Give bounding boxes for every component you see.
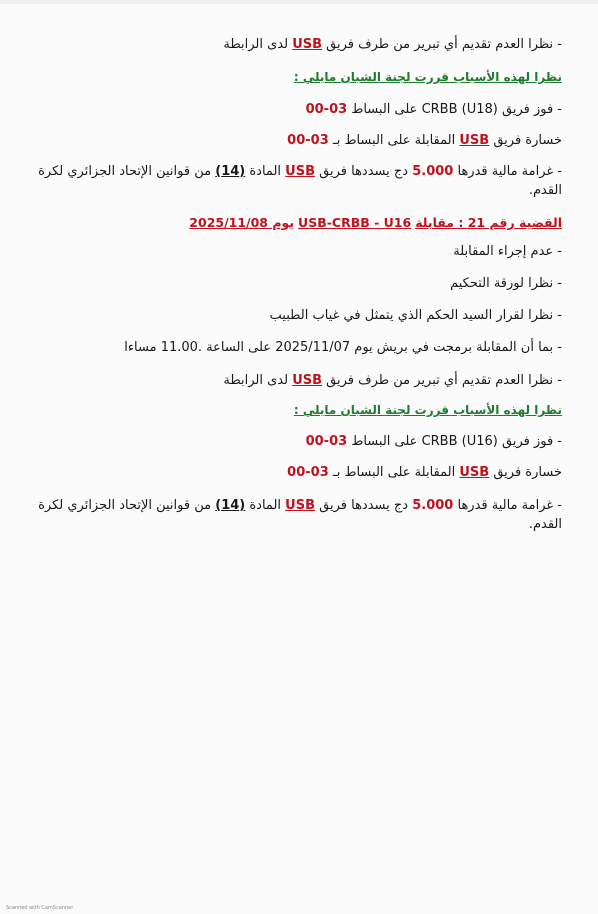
case21-fine-club: USB — [285, 498, 315, 513]
case21-no-match-line — [30, 242, 562, 261]
case21-heading-match: USB-CRBB - U16 — [298, 215, 412, 230]
case21-heading-date: يوم 2025/11/08 — [189, 215, 295, 230]
scan-top-edge — [0, 0, 598, 4]
case20-win-line — [30, 100, 562, 119]
case21-fine-line — [30, 496, 562, 534]
case20-refusal-text: - نظرا العدم تقديم أي تبرير من طرف فريق — [326, 37, 562, 52]
case21-win-team: CRBB (U16) — [421, 434, 498, 449]
case20-fine-article: (14) — [215, 164, 246, 179]
case21-refusal-club: USB — [292, 373, 323, 388]
case21-win-score: 03-00 — [305, 434, 348, 449]
case21-fine-amount: 5.000 — [412, 498, 454, 513]
case20-fine-suffix: من قوانين الإتحاد الجزائري لكرة القدم. — [38, 164, 562, 198]
case21-referee-sheet-line — [30, 274, 562, 293]
case21-refusal-line — [30, 371, 562, 390]
scanner-footer: Scanned with CamScanner — [6, 905, 74, 911]
case20-fine-amount: 5.000 — [412, 164, 454, 179]
case20-win-score: 03-00 — [305, 102, 348, 117]
case20-refusal-league: لدى الرابطة — [223, 37, 289, 52]
case20-loss-mid: المقابلة على البساط بـ — [332, 133, 456, 148]
case20-refusal-line — [30, 35, 562, 54]
case20-fine-line — [30, 162, 562, 200]
case21-fine-article: (14) — [215, 498, 246, 513]
case21-no-match: - عدم إجراء المقابلة — [453, 244, 562, 259]
case20-loss-score: 03-00 — [287, 133, 329, 148]
case20-fine-club: USB — [285, 164, 315, 179]
case20-decision-heading-line — [30, 68, 562, 87]
case20-loss-prefix: خسارة فريق — [493, 133, 562, 148]
case21-loss-club: USB — [459, 465, 490, 480]
case21-schedule-line — [30, 338, 562, 357]
case20-refusal-club: USB — [292, 37, 323, 52]
case20-fine-prefix: - غرامة مالية قدرها — [457, 164, 562, 179]
case20-win-prefix: - فوز فريق — [501, 102, 562, 117]
case21-heading-line — [30, 213, 562, 232]
case21-fine-mid: دج يسددها فريق — [319, 498, 409, 513]
case21-loss-mid: المقابلة على البساط بـ — [332, 465, 456, 480]
case20-loss-line — [30, 131, 562, 150]
case20-decision-heading: نظرا لهذه الأسباب قررت لجنة الشبان مايلي : — [293, 70, 562, 84]
case21-loss-line — [30, 463, 562, 482]
case21-heading-prefix: القضية رقم 21 : مقابلة — [415, 215, 562, 230]
case21-decision-heading-line — [30, 401, 562, 420]
case21-win-mid: على البساط — [351, 434, 418, 449]
case21-loss-prefix: خسارة فريق — [493, 465, 562, 480]
case20-win-mid: على البساط — [351, 102, 418, 117]
case21-win-line — [30, 432, 562, 451]
case20-loss-club: USB — [459, 133, 490, 148]
case21-fine-article-pre: المادة — [249, 498, 282, 513]
case21-fine-suffix: من قوانين الإتحاد الجزائري لكرة القدم. — [38, 498, 562, 532]
case21-fine-prefix: - غرامة مالية قدرها — [457, 498, 562, 513]
case21-refusal-league: لدى الرابطة — [223, 373, 289, 388]
case21-referee-decision-line — [30, 306, 562, 325]
case21-win-prefix: - فوز فريق — [501, 434, 562, 449]
case21-schedule: - بما أن المقابلة برمجت في بريش يوم 2025/11/07 على الساعة .11.00 مساءا — [124, 340, 562, 355]
case21-referee-decision: - نظرا لقرار السيد الحكم الذي يتمثل في غياب الطبيب — [269, 308, 562, 323]
case21-referee-sheet: - نظرا لورقة التحكيم — [450, 276, 562, 291]
case21-loss-score: 03-00 — [287, 465, 329, 480]
case20-fine-mid: دج يسددها فريق — [319, 164, 409, 179]
case21-decision-heading: نظرا لهذه الأسباب قررت لجنة الشبان مايلي : — [293, 403, 562, 417]
case20-fine-article-pre: المادة — [249, 164, 282, 179]
case21-refusal-text: - نظرا العدم تقديم أي تبرير من طرف فريق — [326, 373, 562, 388]
case20-win-team: CRBB (U18) — [421, 102, 498, 117]
